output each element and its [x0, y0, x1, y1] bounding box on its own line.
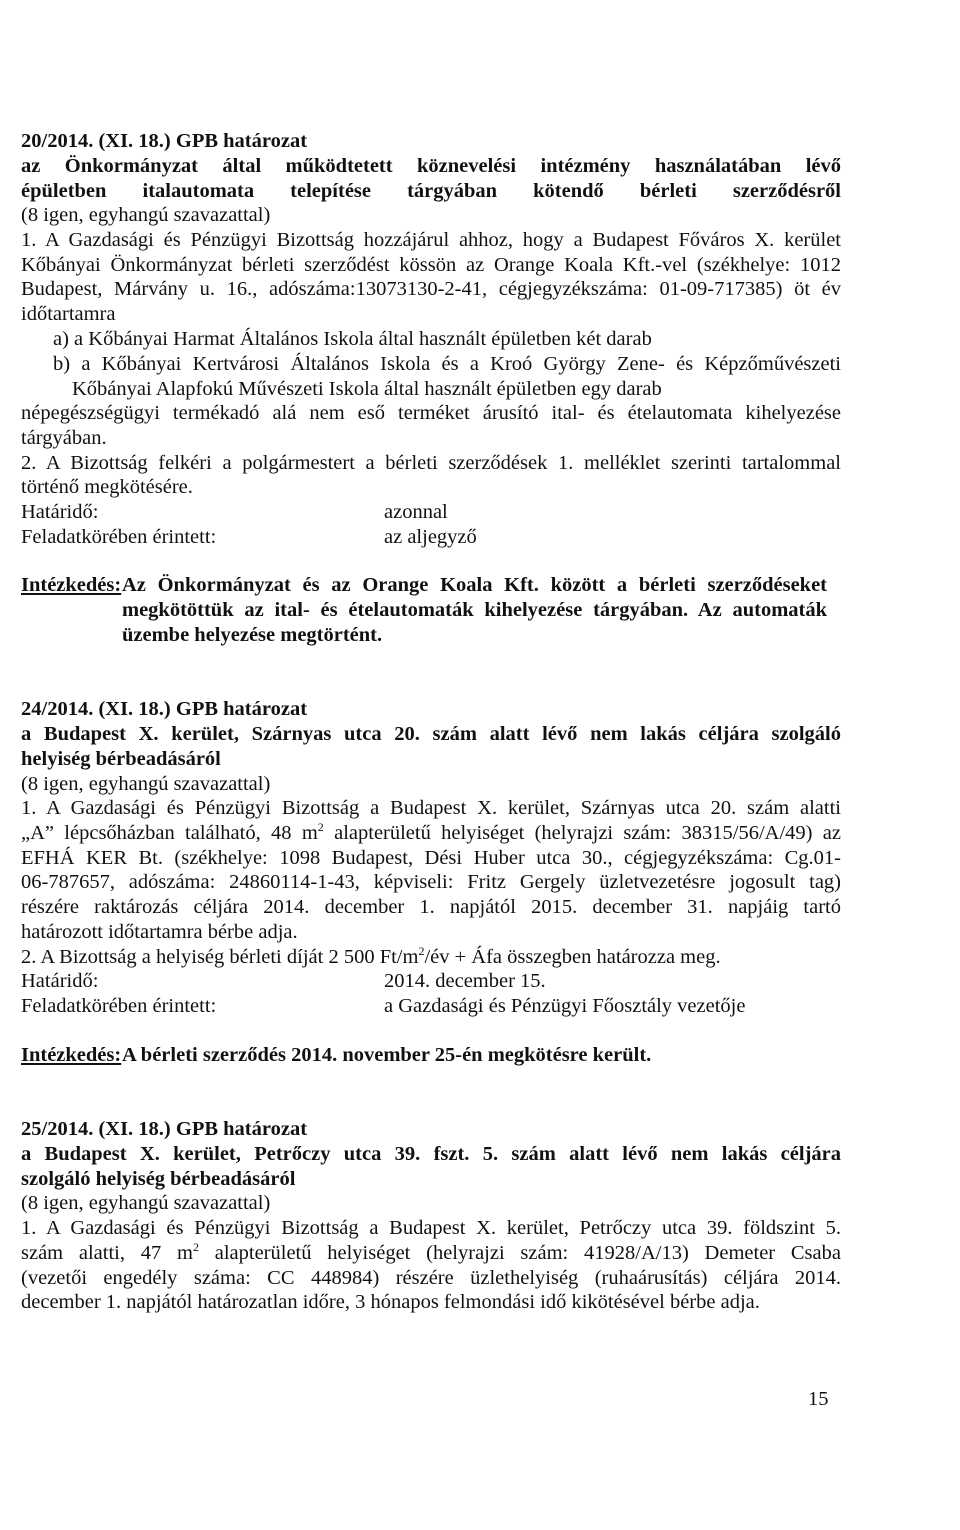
list-item-b: b) a Kőbányai Kertvárosi Általános Iskola és a Kroó György Zene- és Képzőművészeti	[53, 353, 841, 375]
vote-result: (8 igen, egyhangú szavazattal)	[21, 773, 271, 795]
resolution-subject: épületben italautomata telepítése tárgyában kötendő bérleti szerződésről	[21, 180, 841, 202]
superscript: 2	[418, 944, 425, 959]
vote-result: (8 igen, egyhangú szavazattal)	[21, 1192, 271, 1214]
paragraph-line: Kőbányai Önkormányzat bérleti szerződést kössön az Orange Koala Kft.-vel (székhelye: 1012	[21, 254, 841, 276]
paragraph-line: 1. A Gazdasági és Pénzügyi Bizottság a Budapest X. kerület, Szárnyas utca 20. szám alatti	[21, 797, 841, 819]
action-label: Intézkedés:	[21, 1044, 122, 1066]
deadline-value: 2014. december 15.	[384, 970, 546, 992]
page-number: 15	[808, 1388, 829, 1410]
superscript: 2	[192, 1240, 199, 1255]
paragraph-line	[21, 821, 841, 846]
deadline-label: Határidő:	[21, 970, 99, 992]
action-text: üzembe helyezése megtörtént.	[122, 624, 383, 646]
paragraph-line: 1. A Gazdasági és Pénzügyi Bizottság hozzájárul ahhoz, hogy a Budapest Főváros X. kerület	[21, 229, 841, 251]
resolution-title: 24/2014. (XI. 18.) GPB határozat	[21, 698, 308, 720]
paragraph-line: 06-787657, adószáma: 24860114-1-43, képviseli: Fritz Gergely üzletvezetésre jogosult tag)	[21, 871, 841, 893]
paragraph-line: Budapest, Márvány u. 16., adószáma:13073130-2-41, cégjegyzékszáma: 01-09-717385) öt év	[21, 278, 841, 300]
deadline-label: Határidő:	[21, 501, 99, 523]
paragraph-line	[21, 945, 721, 970]
superscript: 2	[317, 820, 324, 835]
paragraph-line: történő megkötésére.	[21, 476, 193, 498]
deadline-value: azonnal	[384, 501, 448, 523]
resolution-subject: a Budapest X. kerület, Szárnyas utca 20. szám alatt lévő nem lakás céljára szolgáló	[21, 723, 841, 745]
responsible-value: a Gazdasági és Pénzügyi Főosztály vezetője	[384, 995, 746, 1017]
list-item-b-cont: Kőbányai Alapfokú Művészeti Iskola által használt épületben egy darab	[72, 378, 662, 400]
paragraph-line: EFHÁ KER Bt. (székhelye: 1098 Budapest, Dési Huber utca 30., cégjegyzékszáma: Cg.01-	[21, 847, 841, 869]
resolution-title: 20/2014. (XI. 18.) GPB határozat	[21, 130, 308, 152]
paragraph-line: 2. A Bizottság felkéri a polgármestert a bérleti szerződések 1. melléklet szerinti tartalommal	[21, 452, 841, 474]
paragraph-line: december 1. napjától határozatlan időre, 3 hónapos felmondási idő kikötésével bérbe adja.	[21, 1291, 760, 1313]
action-text: Az Önkormányzat és az Orange Koala Kft. között a bérleti szerződéseket	[122, 574, 827, 596]
text-run: /év + Áfa összegben határozza meg.	[424, 946, 721, 968]
action-label: Intézkedés:	[21, 574, 122, 596]
text-run: „A” lépcsőházban található, 48 m	[21, 822, 318, 844]
resolution-subject: a Budapest X. kerület, Petrőczy utca 39. fszt. 5. szám alatt lévő nem lakás céljára	[21, 1143, 841, 1165]
paragraph-line: (vezetői engedély száma: CC 448984) részére üzlethelyiség (ruhaárusítás) céljára 2014.	[21, 1267, 841, 1289]
resolution-subject: az Önkormányzat által működtetett köznevelési intézmény használatában lévő	[21, 155, 841, 177]
responsible-label: Feladatkörében érintett:	[21, 526, 217, 548]
action-text: A bérleti szerződés 2014. november 25-én megkötésre került.	[122, 1044, 652, 1066]
action-text: megkötöttük az ital- és ételautomaták kihelyezése tárgyában. Az automaták	[122, 599, 827, 621]
paragraph-line: határozott időtartamra bérbe adja.	[21, 921, 298, 943]
vote-result: (8 igen, egyhangú szavazattal)	[21, 204, 271, 226]
paragraph-line: 1. A Gazdasági és Pénzügyi Bizottság a Budapest X. kerület, Petrőczy utca 39. földszint 5.	[21, 1217, 841, 1239]
resolution-title: 25/2014. (XI. 18.) GPB határozat	[21, 1118, 308, 1140]
text-run: alapterületű helyiséget (helyrajzi szám: 41928/A/13) Demeter Csaba	[198, 1242, 841, 1264]
text-run: szám alatti, 47 m	[21, 1242, 193, 1264]
resolution-subject: szolgáló helyiség bérbeadásáról	[21, 1168, 296, 1190]
paragraph-line: időtartamra	[21, 303, 116, 325]
paragraph-line: tárgyában.	[21, 427, 107, 449]
resolution-subject: helyiség bérbeadásáról	[21, 748, 221, 770]
list-item-a: a) a Kőbányai Harmat Általános Iskola által használt épületben két darab	[53, 328, 652, 350]
responsible-value: az aljegyző	[384, 526, 477, 548]
responsible-label: Feladatkörében érintett:	[21, 995, 217, 1017]
paragraph-line	[21, 1241, 841, 1266]
paragraph-line: részére raktározás céljára 2014. december 1. napjától 2015. december 31. napjáig tartó	[21, 896, 841, 918]
text-run: 2. A Bizottság a helyiség bérleti díját 2 500 Ft/m	[21, 946, 419, 968]
text-run: alapterületű helyiséget (helyrajzi szám: 38315/56/A/49) az	[323, 822, 841, 844]
paragraph-line: népegészségügyi termékadó alá nem eső terméket árusító ital- és ételautomata kihelyezése	[21, 402, 841, 424]
